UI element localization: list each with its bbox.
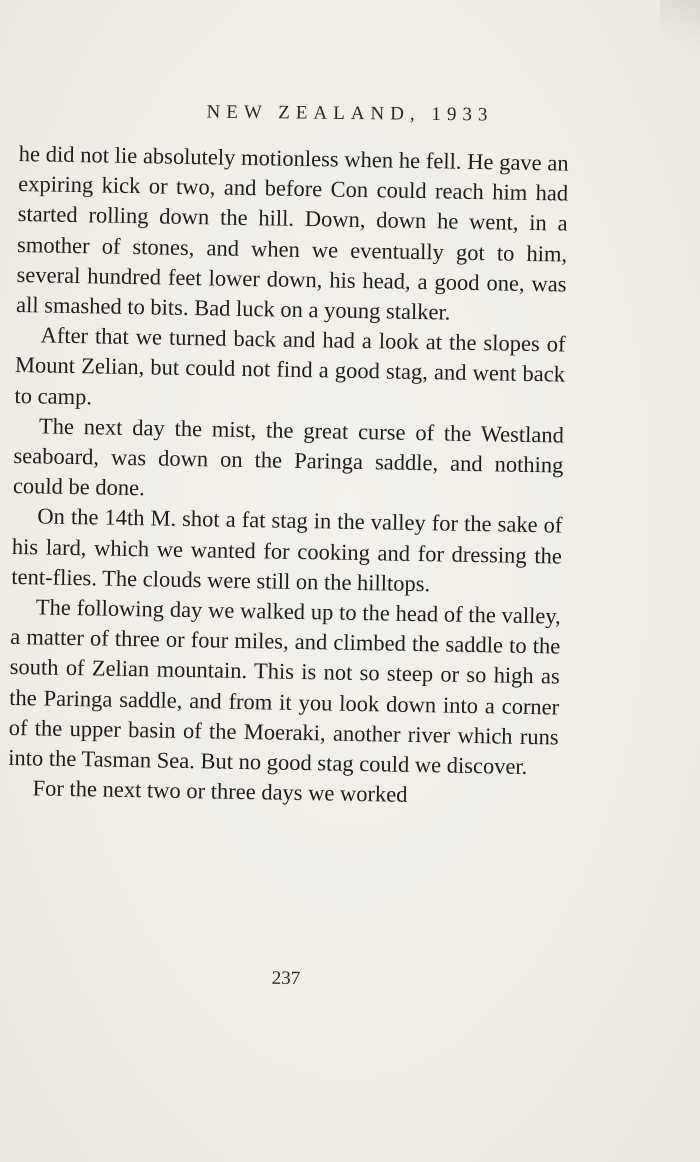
paragraph: For the next two or three days we worked <box>32 775 408 808</box>
page-number: 237 <box>271 967 301 990</box>
paragraph: On the 14th M. shot a fat stag in the valley for the sake of his lard, which we wanted for cooking and for dressing the tent-flies. The clouds were still on the hilltops. <box>11 503 563 597</box>
running-head: NEW ZEALAND, 1933 <box>206 101 494 126</box>
page-corner-shadow <box>660 0 700 60</box>
paragraph-continued: he did not lie absolutely motionless when he fell. He gave an expiring kick or two, and before Con could reach him had started rolling down the hill. Down, down he went, in a smother of stones, and when we eventually got to him, several hundred feet lower down, his head, a good one, was all smashed to bits. Bad luck on a young stalker. <box>15 140 569 325</box>
paragraph: After that we turned back and had a look at the slopes of Mount Zelian, but could not find a good stag, and went back to camp. <box>14 322 566 409</box>
paragraph: The next day the mist, the great curse of the Westland seaboard, was down on the Paringa saddle, and nothing could be done. <box>12 413 565 501</box>
body-text <box>7 139 569 813</box>
paragraph: The following day we walked up to the head of the valley, a matter of three or four miles, and climbed the saddle to the south of Zelian mountain. This is not so steep or so high as the Paringa saddle, and from it you look down into a corner of the upper basin of the Moeraki, another river which runs into the Tasman Sea. But no good stag could we discover. <box>7 594 561 780</box>
